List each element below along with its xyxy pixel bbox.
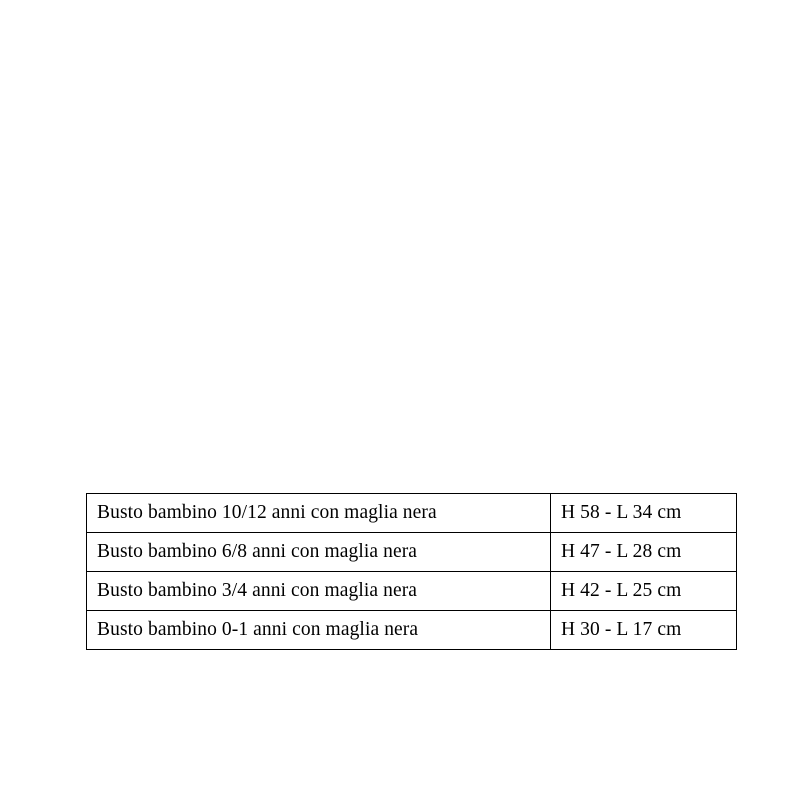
row-dimensions: H 42 - L 25 cm	[551, 572, 737, 611]
table-row	[87, 572, 737, 611]
table-row	[87, 533, 737, 572]
size-chart-body	[87, 494, 737, 650]
table-row	[87, 494, 737, 533]
row-description: Busto bambino 10/12 anni con maglia nera	[87, 494, 551, 533]
row-description: Busto bambino 6/8 anni con maglia nera	[87, 533, 551, 572]
size-chart-table	[86, 493, 737, 650]
row-dimensions: H 30 - L 17 cm	[551, 611, 737, 650]
row-dimensions: H 47 - L 28 cm	[551, 533, 737, 572]
row-description: Busto bambino 3/4 anni con maglia nera	[87, 572, 551, 611]
row-description: Busto bambino 0-1 anni con maglia nera	[87, 611, 551, 650]
row-dimensions: H 58 - L 34 cm	[551, 494, 737, 533]
table-row	[87, 611, 737, 650]
